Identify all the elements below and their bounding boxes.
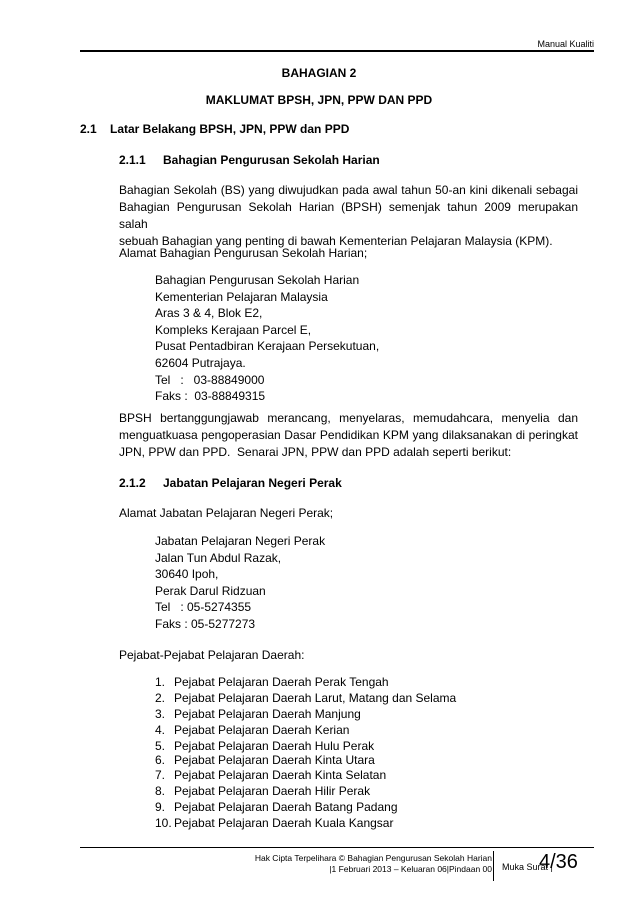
address-line: Tel : 03-88849000: [155, 372, 265, 387]
address-line: Pusat Pentadbiran Kerajaan Persekutuan,: [155, 339, 380, 354]
address-line: Aras 3 & 4, Blok E2,: [155, 306, 263, 321]
list-number: 7.: [155, 768, 166, 782]
address-intro: Alamat Jabatan Pelajaran Negeri Perak;: [119, 506, 334, 520]
footer-copyright: [220, 853, 492, 875]
subsection-title: Jabatan Pelajaran Negeri Perak: [163, 476, 342, 490]
paragraph-line: menguatkuasa pengoperasian Dasar Pendidikan KPM yang dilaksanakan di peringkat: [119, 428, 578, 442]
paragraph-bpsh-intro: [119, 182, 578, 250]
ppd-list: [155, 674, 456, 831]
subsection-number: 2.1.1: [119, 153, 146, 167]
footer-copyright-line: Hak Cipta Terpelihara © Bahagian Pengurusan Sekolah Harian: [254, 853, 492, 863]
paragraph-line: BPSH bertanggungjawab merancang, menyelaras, memudahcara, menyelia dan: [119, 411, 578, 425]
list-number: 1.: [155, 675, 166, 689]
paragraph-bpsh-role: [119, 410, 578, 461]
list-text: Pejabat Pelajaran Daerah Kinta Selatan: [174, 768, 387, 782]
footer-revision-line: |1 Februari 2013 – Keluaran 06|Pindaan 00: [329, 864, 492, 874]
list-text: Pejabat Pelajaran Daerah Manjung: [174, 707, 361, 721]
section-number: 2.1: [80, 122, 97, 136]
list-item: [155, 722, 456, 738]
footer-separator: [493, 851, 494, 881]
paragraph-line: Bahagian Sekolah (BS) yang diwujudkan pada awal tahun 50-an kini dikenali sebagai: [119, 183, 578, 197]
address-line: Kementerian Pelajaran Malaysia: [155, 289, 328, 304]
list-number: 8.: [155, 784, 166, 798]
list-number: 9.: [155, 800, 166, 814]
list-text: Pejabat Pelajaran Daerah Kuala Kangsar: [174, 816, 394, 830]
list-number: 4.: [155, 723, 166, 737]
paragraph-line: JPN, PPW dan PPD. Senarai JPN, PPW dan PPD adalah seperti berikut:: [119, 445, 512, 459]
section-title: Latar Belakang BPSH, JPN, PPW dan PPD: [110, 122, 350, 136]
list-number: 5.: [155, 739, 166, 753]
address-intro: Alamat Bahagian Pengurusan Sekolah Harian;: [119, 246, 368, 260]
list-item: [155, 674, 456, 690]
address-line: Faks : 03-88849315: [155, 389, 266, 404]
list-text: Pejabat Pelajaran Daerah Hilir Perak: [174, 784, 371, 798]
address-line: Jalan Tun Abdul Razak,: [155, 550, 282, 565]
list-text: Pejabat Pelajaran Daerah Hulu Perak: [174, 739, 375, 753]
list-number: 10.: [155, 816, 172, 830]
list-number: 3.: [155, 707, 166, 721]
list-number: 2.: [155, 691, 166, 705]
list-item: [155, 754, 456, 767]
subsection-number: 2.1.2: [119, 476, 146, 490]
list-item: [155, 706, 456, 722]
list-item: [155, 767, 456, 783]
list-text: Pejabat Pelajaran Daerah Larut, Matang dan Selama: [174, 691, 457, 705]
address-line: Faks : 05-5277273: [155, 616, 256, 631]
list-text: Pejabat Pelajaran Daerah Batang Padang: [174, 800, 398, 814]
list-text: Pejabat Pelajaran Daerah Kerian: [174, 723, 350, 737]
footer-rule: [80, 847, 594, 848]
address-line: Kompleks Kerajaan Parcel E,: [155, 322, 312, 337]
ppd-intro: Pejabat-Pejabat Pelajaran Daerah:: [119, 648, 305, 662]
header-rule: [80, 50, 594, 52]
list-item: [155, 799, 456, 815]
subsection-title: Bahagian Pengurusan Sekolah Harian: [163, 153, 380, 167]
address-line: Perak Darul Ridzuan: [155, 583, 266, 598]
list-item: [155, 690, 456, 706]
address-block-bpsh: [155, 272, 379, 405]
list-text: Pejabat Pelajaran Daerah Kinta Utara: [174, 753, 375, 767]
address-line: 30640 Ipoh,: [155, 567, 219, 582]
list-item: [155, 783, 456, 799]
address-line: Jabatan Pelajaran Negeri Perak: [155, 534, 326, 548]
document-title: BAHAGIAN 2: [281, 66, 357, 80]
paragraph-line: Bahagian Pengurusan Sekolah Harian (BPSH) semenjak tahun 2009 merupakan salah: [119, 200, 578, 231]
list-text: Pejabat Pelajaran Daerah Perak Tengah: [174, 675, 389, 689]
footer-page-label: Muka Surat |: [502, 862, 553, 872]
address-block-jpn: [155, 533, 325, 633]
list-item: [155, 738, 456, 754]
address-line: Bahagian Pengurusan Sekolah Harian: [155, 273, 360, 287]
header-label: Manual Kualiti: [537, 39, 594, 49]
address-line: 62604 Putrajaya.: [155, 355, 246, 370]
document-subtitle: MAKLUMAT BPSH, JPN, PPW DAN PPD: [205, 93, 433, 107]
paragraph-line: sebuah Bahagian yang penting di bawah Kementerian Pelajaran Malaysia (KPM).: [119, 234, 553, 248]
footer-page-number: 4/36: [539, 851, 578, 873]
list-item: [155, 815, 456, 831]
address-line: Tel : 05-5274355: [155, 600, 252, 615]
list-number: 6.: [155, 753, 166, 767]
